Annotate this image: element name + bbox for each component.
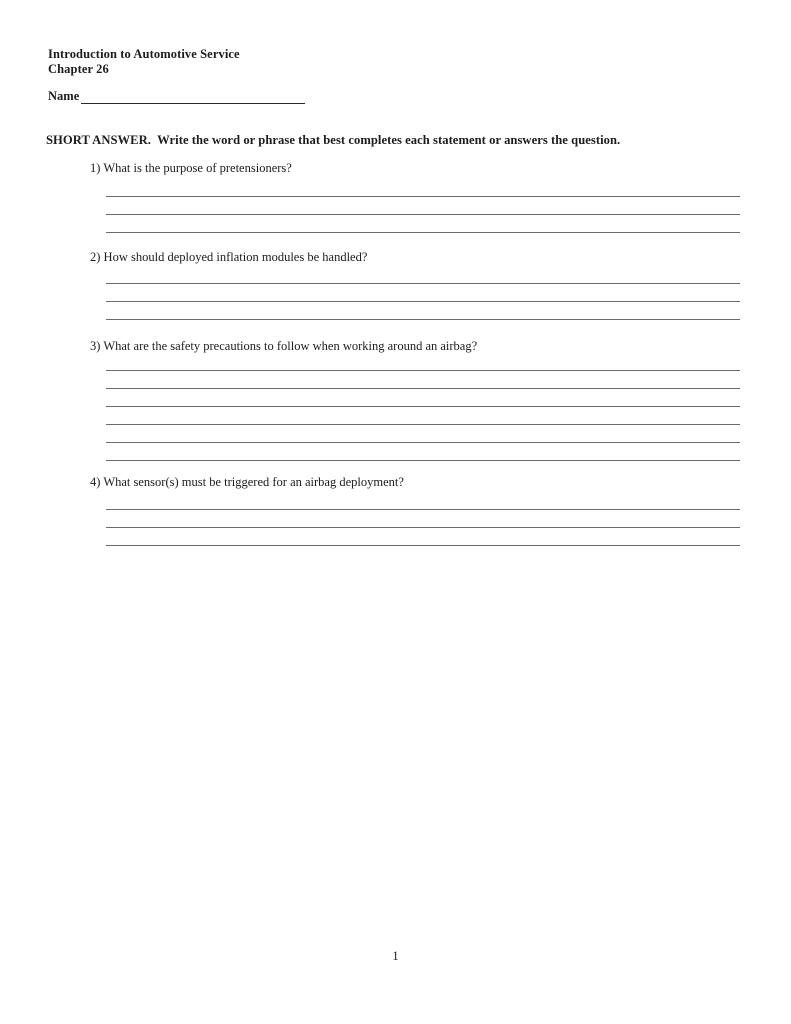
question-3 xyxy=(90,339,750,354)
question-number: 1) xyxy=(90,161,101,175)
answer-line xyxy=(106,425,740,443)
question-text xyxy=(90,475,750,490)
question-text xyxy=(90,161,750,176)
question-1 xyxy=(90,161,750,176)
answer-line xyxy=(106,353,740,371)
question-label: What is the purpose of pretensioners? xyxy=(103,161,292,175)
answer-lines xyxy=(106,266,740,320)
question-number: 3) xyxy=(90,339,101,353)
answer-line xyxy=(106,284,740,302)
question-label: What are the safety precautions to follow when working around an airbag? xyxy=(103,339,478,353)
answer-line xyxy=(106,389,740,407)
answer-line xyxy=(106,215,740,233)
answer-line xyxy=(106,266,740,284)
answer-line xyxy=(106,179,740,197)
answer-line xyxy=(106,407,740,425)
section-instruction: SHORT ANSWER. Write the word or phrase that best completes each statement or answers the question. xyxy=(46,133,621,147)
question-label: How should deployed inflation modules be handled? xyxy=(103,250,368,264)
answer-line xyxy=(106,492,740,510)
name-blank-line xyxy=(81,89,305,104)
question-text xyxy=(90,339,750,354)
question-number: 4) xyxy=(90,475,101,489)
answer-lines xyxy=(106,492,740,546)
answer-lines xyxy=(106,179,740,233)
answer-line xyxy=(106,528,740,546)
answer-line xyxy=(106,443,740,461)
question-label: What sensor(s) must be triggered for an airbag deployment? xyxy=(103,475,404,489)
name-row xyxy=(48,89,305,104)
document-header xyxy=(48,47,240,76)
page-number: 1 xyxy=(392,949,399,963)
answer-line xyxy=(106,302,740,320)
answer-line xyxy=(106,197,740,215)
question-2 xyxy=(90,250,750,265)
name-label: Name xyxy=(48,89,80,103)
answer-lines xyxy=(106,353,740,461)
answer-line xyxy=(106,510,740,528)
course-title: Introduction to Automotive Service xyxy=(48,47,240,61)
answer-line xyxy=(106,371,740,389)
question-number: 2) xyxy=(90,250,101,264)
question-text xyxy=(90,250,750,265)
chapter-title: Chapter 26 xyxy=(48,61,109,76)
question-4 xyxy=(90,475,750,490)
